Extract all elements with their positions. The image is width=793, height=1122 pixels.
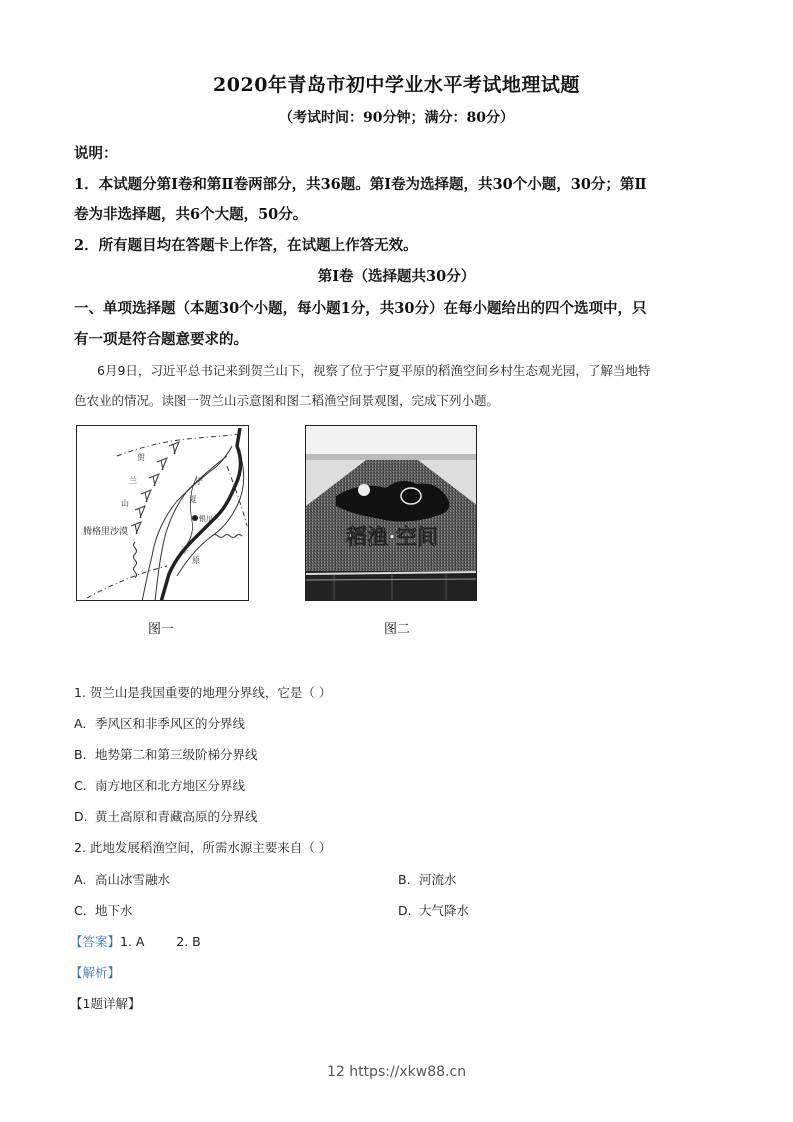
plain-label: 平 (181, 546, 189, 555)
question-option (74, 807, 258, 825)
question-stem: 1. 贺兰山是我国重要的地理分界线，它是（ ） (74, 685, 332, 700)
option-label: B. (398, 872, 411, 887)
mountain-label: 贺 (137, 453, 145, 462)
note-line: 卷为非选择题，共6个大题，50分。 (74, 206, 308, 223)
question-option (74, 776, 245, 794)
option-text: 大气降水 (418, 903, 469, 918)
desert-label: 腾格里沙漠 (83, 527, 129, 537)
question-option (398, 901, 469, 919)
figure-caption: 图二 (384, 622, 411, 637)
mountain-label: 兰 (129, 476, 137, 485)
answer-values: 1. A 2. B (120, 934, 201, 949)
detail-label: 【1题详解】 (70, 996, 141, 1011)
exam-subtitle: （考试时间：90分钟；满分：80分） (279, 110, 514, 126)
option-text: 黄土高原和青藏高原的分界线 (94, 809, 258, 824)
mountain-label: 山 (121, 499, 129, 508)
question-option (74, 714, 245, 732)
answer-line (70, 932, 201, 950)
question-option (398, 870, 457, 888)
option-text: 高山冰雪融水 (94, 872, 170, 887)
plain-label: 夏 (189, 495, 197, 504)
option-text: 南方地区和北方地区分界线 (94, 778, 245, 793)
option-label: D. (74, 809, 88, 824)
option-label: C. (74, 778, 87, 793)
question-stem: 2. 此地发展稻渔空间，所需水源主要来自（ ） (74, 840, 332, 855)
section-instruction: 一、单项选择题（本题30个小题，每小题1分，共30分）在每小题给出的四个选项中，只 (74, 300, 647, 317)
map-graphic (77, 426, 249, 601)
option-text: 地下水 (94, 903, 133, 918)
question-option (74, 901, 133, 919)
figure-rice-fish-landscape (305, 425, 477, 601)
question-option (74, 870, 170, 888)
note-line: 2．所有题目均在答题卡上作答，在试题上作答无效。 (74, 237, 418, 254)
section-title: 第Ⅰ卷（选择题共30分） (317, 268, 476, 285)
question-option (74, 745, 258, 763)
passage-line: 6月9日，习近平总书记来到贺兰山下，视察了位于宁夏平原的稻渔空间乡村生态观光园，了解当地特 (97, 363, 651, 378)
option-text: 地势第二和第三级阶梯分界线 (94, 747, 258, 762)
option-text: 河流水 (418, 872, 457, 887)
analysis-label: 【解析】 (70, 965, 121, 980)
option-label: B. (74, 747, 87, 762)
city-label: 银川 (199, 515, 213, 523)
option-text: 季风区和非季风区的分界线 (94, 716, 245, 731)
option-label: A. (74, 872, 87, 887)
plain-label: 宁 (195, 477, 203, 486)
note-line: 1．本试题分第Ⅰ卷和第Ⅱ卷两部分，共36题。第Ⅰ卷为选择题，共30个小题，30分；第Ⅱ (74, 176, 647, 193)
figure-caption: 图一 (148, 622, 175, 637)
section-instruction: 有一项是符合题意要求的。 (74, 331, 248, 348)
option-label: D. (398, 903, 412, 918)
plain-label: 原 (192, 556, 200, 565)
notes-heading: 说明： (74, 145, 118, 162)
sign-text: 稻渔·空间 (346, 525, 438, 549)
page-footer: 12 https://xkw88.cn (326, 1064, 467, 1080)
passage-line: 色农业的情况。读图一贺兰山示意图和图二稻渔空间景观图，完成下列小题。 (74, 393, 500, 408)
page-title: 2020年青岛市初中学业水平考试地理试题 (213, 74, 580, 96)
option-label: C. (74, 903, 87, 918)
answer-label: 【答案】 (70, 934, 121, 949)
option-label: A. (74, 716, 87, 731)
landscape-graphic (306, 426, 477, 601)
figure-helan-mountain-map (76, 425, 249, 601)
